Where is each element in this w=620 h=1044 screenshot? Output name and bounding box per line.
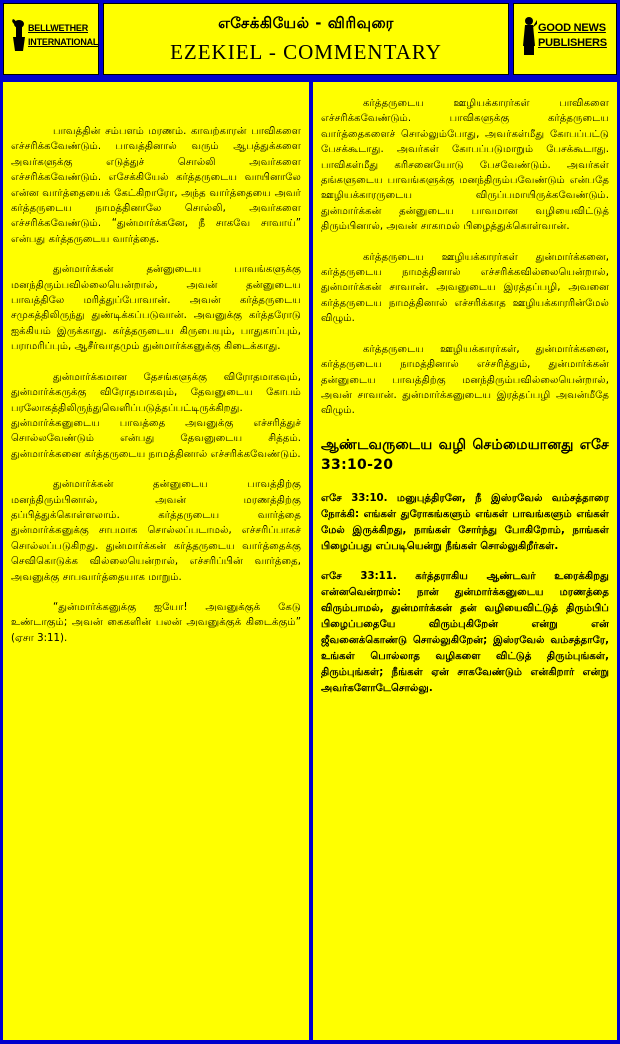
title-box	[103, 3, 509, 75]
left-paragraph-text: துன்மார்க்கமான தேசங்களுக்கு விரோதமாகவும், துன்மார்க்கருக்கு விரோதமாகவும், தேவனுடைய கோபம் பரலோகத்திலிருந்துவெளிப்படுத்தப்பட்டிருக்கிறது. துன்மார்க்கனுடைய பாவத்தை அவனுக்கு எச்சரித்துச் சொல்லவேண்டும் என்பது தேவனுடைய சித்தம். துன்மார்க்கனை கர்த்தருடைய நாமத்தினால் எச்சரிக்கவேண்டும்.	[11, 371, 301, 460]
bellwether-line1: BELLWETHER	[28, 23, 88, 33]
left-logo-box	[3, 3, 99, 75]
right-column	[313, 82, 617, 1040]
bellwether-ram-icon	[10, 18, 28, 52]
left-paragraph-text: பாவத்தின் சம்பளம் மரணம். காவற்காரன் பாவிகளை எச்சரிக்கவேண்டும். பாவத்தினால் வரும் ஆபத்துக்களை அவர்களுக்கு எடுத்துச் சொல்லி அவர்களை எச்சரிக்கவேண்டும். எசேக்கியேல் கர்த்தருடைய வாயினாலே என்ன வார்த்தையைக் கேட்கிறாரோ, அந்த வார்த்தையை அவர் கர்த்தருடைய நாமத்தினாலே சொல்லி, அவர்களை எச்சரிக்கவேண்டும். “துன்மார்க்கனே, நீ சாகவே சாவாய்” என்பது கர்த்தருடைய வார்த்தை.	[11, 126, 301, 245]
left-paragraph	[11, 477, 301, 585]
good-news-logo-text	[538, 21, 607, 51]
title-english: EZEKIEL - COMMENTARY	[170, 40, 442, 64]
left-quote	[11, 600, 301, 646]
herald-trumpet-icon	[520, 16, 538, 56]
section-heading: ஆண்டவருடைய வழி செம்மையானது எசே 33:10-20	[321, 436, 609, 473]
title-tamil: எசேக்கியேல் - விரிவுரை	[218, 14, 394, 32]
left-paragraph	[11, 262, 301, 354]
right-paragraph-text: கர்த்தருடைய ஊழியக்காரர்கள், துன்மார்க்கனை, கர்த்தருடைய நாமத்தினால் எச்சரித்தும், துன்மார்க்கன் தன்னுடைய பாவத்திற்கு மனந்திரும்பவில்லையென்றால், அவன் சாவான். துன்மார்க்கனுடைய இரத்தப்பழி அவன்மீதே விழும்.	[321, 343, 609, 417]
verse-paragraph: எசே 33:10. மனுபுத்திரனே, நீ இஸ்ரவேல் வம்சத்தாரை நோக்கி: எங்கள் துரோகங்களும் எங்கள் பாவங்களும் எங்கள் மேல் இருக்கிறது, நாங்கள் சோர்ந்து போகிறோம், நாங்கள் பிழைப்பது எப்படியென்று நீங்கள் சொல்லுகிறீர்கள்.	[321, 492, 609, 552]
right-paragraph-text: கர்த்தருடைய ஊழியக்காரர்கள் பாவிகளை எச்சரிக்கவேண்டும். பாவிகளுக்கு கர்த்தருடைய வார்த்தைகளைச் சொல்லும்போது, அவர்கள்மீது கோபப்பட்டு பேசக்கூடாது. அவர்கள் கோபப்படுமாறும் பேசக்கூடாது. பாவிகள்மீது கரிசனையோடு பேசவேண்டும். அவர்கள் தங்களுடைய பாவங்களுக்கு மனந்திரும்பவேண்டும் என்பதே ஊழியக்காரருடைய விருப்பமாயிருக்கவேண்டும். துன்மார்க்கன் தன்னுடைய பாவமான வழியைவிட்டுத் திரும்பினால், அவன் சாகாமல் பிழைத்துக்கொள்வான்.	[321, 98, 609, 233]
bellwether-line2: INTERNATIONAL	[28, 37, 99, 47]
left-quote-text: “துன்மார்க்கனுக்கு ஐயோ! அவனுக்குக் கேடு உண்டாகும்; அவன் கைகளின் பலன் அவனுக்குக் கிடைக்கும்” (ஏசா 3:11).	[11, 601, 301, 644]
right-paragraph	[321, 342, 609, 419]
right-paragraph	[321, 250, 609, 327]
verse-paragraph: எசே 33:11. கர்த்தராகிய ஆண்டவர் உரைக்கிறது என்னவென்றால்: நான் துன்மார்க்கனுடைய மரணத்தை விரும்பாமல், துன்மார்க்கன் தன் வழியைவிட்டுத் திரும்பிப் பிழைப்பதையே விரும்புகிறேன் என்று என் ஜீவனைக்கொண்டு சொல்லுகிறேன்; இஸ்ரவேல் வம்சத்தாரே, உங்கள் பொல்லாத வழிகளை விட்டுத் திரும்புங்கள், திரும்புங்கள்; நீங்கள் ஏன் சாகவேண்டும் என்கிறார் என்று அவர்களோடேசொல்லு.	[321, 570, 609, 694]
good-news-line1: GOOD NEWS	[538, 22, 606, 34]
right-paragraph	[321, 96, 609, 235]
left-paragraph-text: துன்மார்க்கன் தன்னுடைய பாவத்திற்கு மனந்திரும்பினால், அவன் மரணத்திற்கு தப்பித்துக்கொள்ளலாம். கர்த்தருடைய வார்த்தை துன்மார்க்கனுக்கு சாபமாக சொல்லப்படாமல், எச்சரிப்பாகச் சொல்லப்படுகிறது. துன்மார்க்கன் கர்த்தருடைய வார்த்தைக்கு செவிகொடுக்க வில்லையென்றால், எச்சரிப்பின் வார்த்தை, அவனுக்கு சாபவார்த்தையாக மாறும்.	[11, 479, 301, 583]
good-news-logo	[520, 16, 607, 56]
header-bar	[0, 0, 620, 78]
good-news-line2: PUBLISHERS	[538, 37, 607, 49]
bellwether-logo	[10, 18, 98, 52]
right-logo-box	[513, 3, 617, 75]
left-column	[3, 82, 309, 1040]
right-paragraph-text: கர்த்தருடைய ஊழியக்காரர்கள் துன்மார்க்கனை, கர்த்தருடைய நாமத்தினால் எச்சரிக்கவில்லையென்றால், துன்மார்க்கன் சாவான். அவனுடைய இரத்தப்பழி, அவனை கர்த்தருடைய நாமத்தினால் எச்சரிக்காத ஊழியக்காரரின்மேல் விழும்.	[321, 251, 609, 325]
left-paragraph	[11, 124, 301, 247]
bellwether-logo-text	[28, 21, 98, 49]
left-paragraph-text: துன்மார்க்கன் தன்னுடைய பாவங்களுக்கு மனந்திரும்பவில்லையென்றால், அவன் தன்னுடைய பாவத்திலே மரித்துப்போவான். அவன் கர்த்தருடைய சமுகத்திலிருந்து துண்டிக்கப்படுவான். அவனுக்கு கர்த்தரோடு ஐக்கியம் இருக்காது. கர்த்தருடைய கிருபையும், பாதுகாப்பும், பராமரிப்பும், ஆசீர்வாதமும் துன்மார்க்கனுக்கு கிடைக்காது.	[11, 264, 301, 353]
left-paragraph	[11, 370, 301, 462]
